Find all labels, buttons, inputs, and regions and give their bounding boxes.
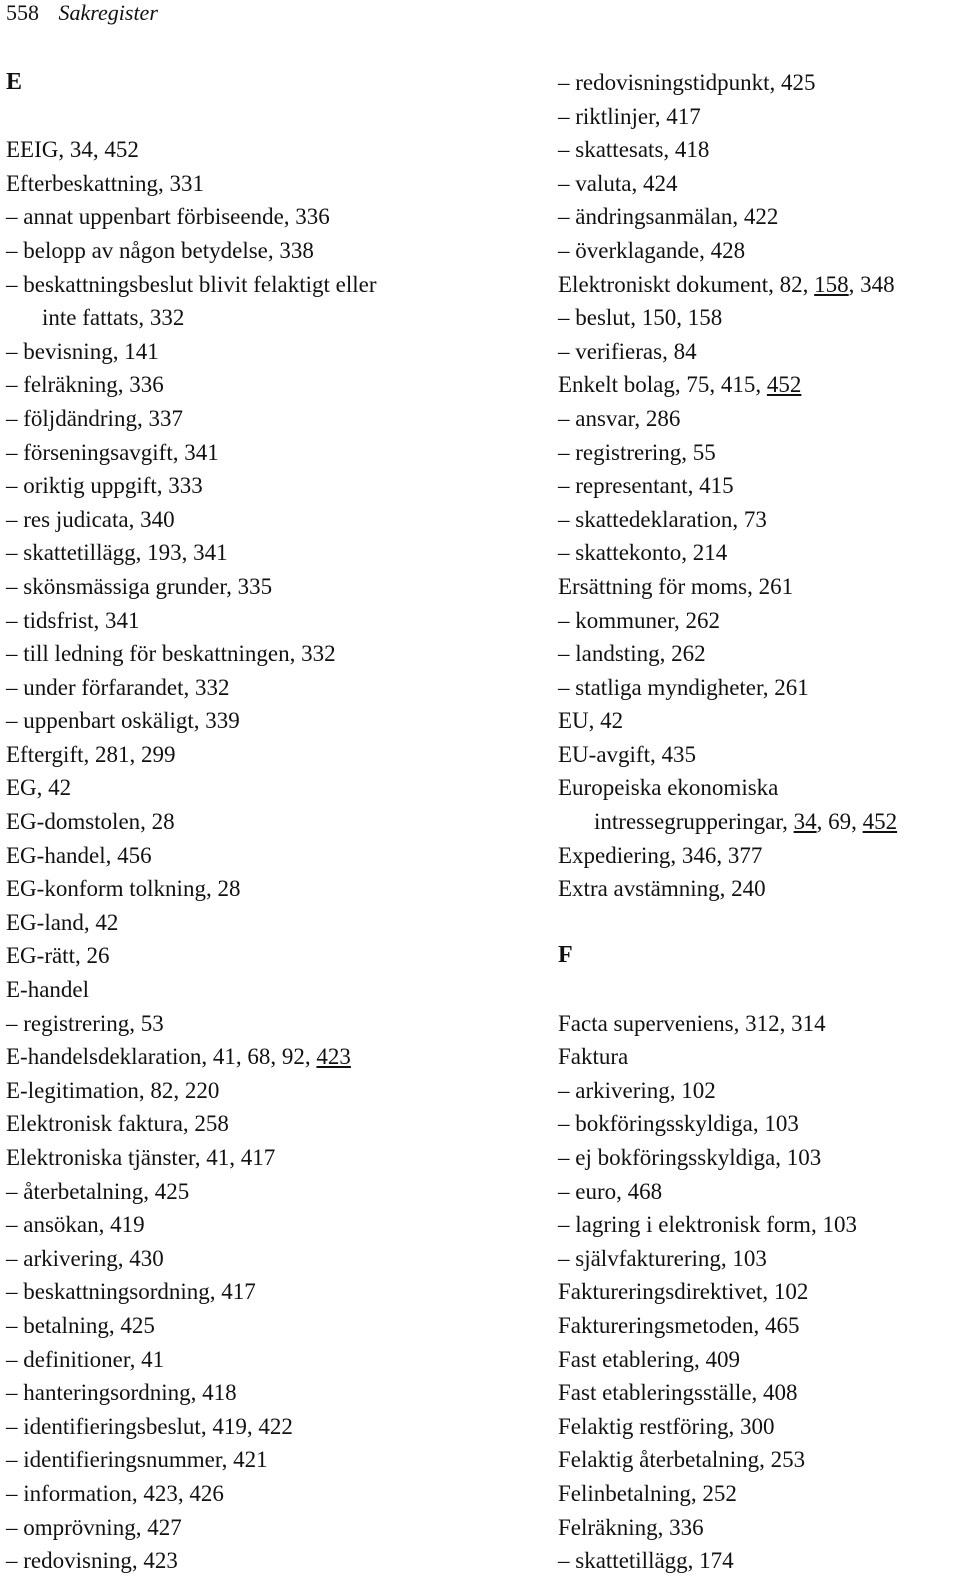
entry-text: – tidsfrist, 341 [6,607,140,633]
index-subentry [558,1141,960,1175]
entry-text: – ändringsanmälan, 422 [558,204,779,230]
entry-text: – euro, 468 [558,1178,663,1204]
index-subentry [6,268,466,302]
index-subentry [558,1175,960,1209]
index-entry [558,1007,960,1041]
running-title: Sakregister [58,0,158,25]
index-entry [558,1511,960,1545]
index-subentry [6,1242,466,1276]
entry-text: – följdändring, 337 [6,405,183,431]
entry-text: Elektroniskt dokument, 82, [558,271,815,297]
entry-text: – registrering, 55 [558,439,716,465]
index-entry [6,771,466,805]
entry-text: Facta superveniens, 312, 314 [558,1010,826,1036]
entry-text: – skattekonto, 214 [558,540,728,566]
index-subentry [6,671,466,705]
entry-text: – landsting, 262 [558,641,706,667]
entry-text: Extra avstämning, 240 [558,876,766,902]
index-entry [6,738,466,772]
page-ref-underlined: 452 [862,809,898,835]
entry-text: – självfakturering, 103 [558,1245,767,1271]
entry-text: – registrering, 53 [6,1010,164,1036]
index-entry [6,872,466,906]
index-subentry [6,1208,466,1242]
entry-text: – bokföringsskyldiga, 103 [558,1111,799,1137]
page-header [6,0,158,26]
index-entry [6,167,466,201]
index-subentry [6,570,466,604]
entry-text: – belopp av någon betydelse, 338 [6,237,314,263]
index-entry [6,1141,466,1175]
entry-text: – skattesats, 418 [558,137,710,163]
entry-text: – representant, 415 [558,473,734,499]
index-subentry [6,1511,466,1545]
entry-text: E-handel [6,977,90,1003]
index-entry [558,839,960,873]
index-entry [6,1107,466,1141]
entry-text: – kommuner, 262 [558,607,720,633]
entry-text: Faktureringsdirektivet, 102 [558,1279,809,1305]
index-entry [558,368,960,402]
entry-text: E-legitimation, 82, 220 [6,1077,220,1103]
entry-text: Fast etableringsställe, 408 [558,1380,798,1406]
index-subentry [6,335,466,369]
entry-text: Fast etablering, 409 [558,1346,741,1372]
entry-text: – redovisning, 423 [6,1548,178,1574]
index-subentry [6,1275,466,1309]
index-subentry [6,1175,466,1209]
entry-text: EEIG, 34, 452 [6,137,139,163]
page-number: 558 [6,0,39,25]
page-ref-underlined: 452 [766,372,802,398]
index-subentry [6,604,466,638]
entry-text: – definitioner, 41 [6,1346,165,1372]
index-subentry [558,1242,960,1276]
entry-text: Ersättning för moms, 261 [558,573,794,599]
entry-text: E [6,69,23,95]
index-subentry [558,1544,960,1578]
index-entry [6,906,466,940]
index-subentry [6,200,466,234]
index-entry [6,973,466,1007]
entry-text: EG-land, 42 [6,909,119,935]
entry-text: Europeiska ekonomiska [558,775,779,801]
index-entry [6,839,466,873]
index-subentry [6,1544,466,1578]
index-subentry [6,1443,466,1477]
section-letter [558,939,960,973]
entry-text: – beskattningsordning, 417 [6,1279,256,1305]
index-subentry [558,671,960,705]
entry-text: – arkivering, 430 [6,1245,164,1271]
index-subentry [558,133,960,167]
entry-text: Enkelt bolag, 75, 415, [558,372,767,398]
entry-text: – redovisningstidpunkt, 425 [558,70,816,95]
entry-text: – ansvar, 286 [558,405,681,431]
index-subentry [558,604,960,638]
index-entry [558,1410,960,1444]
page-ref-underlined: 423 [316,1044,351,1070]
entry-text: – oriktig uppgift, 333 [6,473,203,499]
index-entry [6,805,466,839]
entry-text: – valuta, 424 [558,170,678,196]
index-subentry [558,503,960,537]
index-entry [558,1275,960,1309]
index-entry [558,1309,960,1343]
entry-text: intressegrupperingar, [594,809,794,835]
index-subentry [6,402,466,436]
index-subentry [6,1410,466,1444]
page-ref-underlined: 158 [814,271,849,297]
entry-text: , 348 [848,271,895,297]
index-subentry [558,1074,960,1108]
entry-text: EG-domstolen, 28 [6,809,175,835]
index-entry-continuation [6,301,466,335]
index-subentry [558,301,960,335]
index-subentry [6,1343,466,1377]
entry-text: – förseningsavgift, 341 [6,439,219,465]
entry-text: F [558,942,573,969]
index-entry [558,1040,960,1074]
entry-text: Felinbetalning, 252 [558,1480,737,1506]
entry-text: – ansökan, 419 [6,1212,145,1238]
entry-text: – felräkning, 336 [6,372,164,398]
entry-text: – ej bokföringsskyldiga, 103 [558,1145,822,1170]
entry-text: Efterbeskattning, 331 [6,170,205,196]
index-subentry [558,66,960,100]
index-column-left [6,66,466,1578]
index-subentry [6,469,466,503]
index-entry [558,872,960,906]
entry-text: , 69, [816,809,863,835]
entry-text: Faktura [558,1044,629,1070]
index-entry [558,1376,960,1410]
entry-text: inte fattats, 332 [42,305,185,331]
entry-text: Felaktig återbetalning, 253 [558,1447,806,1473]
entry-text: – annat uppenbart förbiseende, 336 [6,204,330,230]
index-subentry [558,536,960,570]
page-ref-underlined: 34 [793,809,817,835]
entry-text: Expediering, 346, 377 [558,842,763,868]
index-entry [558,570,960,604]
entry-text: Felräkning, 336 [558,1514,704,1540]
index-subentry [6,1376,466,1410]
index-subentry [6,436,466,470]
index-subentry [6,1007,466,1041]
index-subentry [558,469,960,503]
index-entry [6,133,466,167]
index-subentry [558,167,960,201]
entry-text: – information, 423, 426 [6,1480,224,1506]
index-subentry [558,1107,960,1141]
entry-text: EU, 42 [558,708,624,734]
spacer [6,100,466,134]
entry-text: Eftergift, 281, 299 [6,741,176,767]
entry-text: E-handelsdeklaration, 41, 68, 92, [6,1044,317,1070]
index-subentry [6,1309,466,1343]
index-entry [558,1343,960,1377]
entry-text: – beslut, 150, 158 [558,305,723,331]
entry-text: – identifieringsbeslut, 419, 422 [6,1413,293,1439]
entry-text: Elektroniska tjänster, 41, 417 [6,1145,276,1170]
index-subentry [558,436,960,470]
entry-text: Elektronisk faktura, 258 [6,1111,229,1137]
entry-text: – överklagande, 428 [558,237,746,263]
entry-text: – statliga myndigheter, 261 [558,674,809,700]
index-subentry [558,200,960,234]
entry-text: – hanteringsordning, 418 [6,1380,237,1406]
entry-text: – skönsmässiga grunder, 335 [6,573,273,599]
index-entry-continuation [558,805,960,839]
entry-text: – verifieras, 84 [558,338,697,364]
entry-text: – res judicata, 340 [6,506,175,532]
entry-text: Faktureringsmetoden, 465 [558,1312,800,1338]
entry-text: – riktlinjer, 417 [558,103,701,129]
entry-text: – arkivering, 102 [558,1077,716,1103]
entry-text: Felaktig restföring, 300 [558,1413,775,1439]
entry-text: – uppenbart oskäligt, 339 [6,708,240,734]
section-letter [6,66,466,100]
entry-text: – återbetalning, 425 [6,1178,190,1204]
index-entry [6,1074,466,1108]
index-subentry [558,234,960,268]
index-entry [6,939,466,973]
entry-text: – betalning, 425 [6,1312,155,1338]
entry-text: – lagring i elektronisk form, 103 [558,1212,857,1238]
entry-text: EG-rätt, 26 [6,943,110,969]
index-entry [558,1477,960,1511]
index-entry [558,738,960,772]
entry-text: – bevisning, 141 [6,338,159,364]
index-subentry [6,1477,466,1511]
index-subentry [6,234,466,268]
index-subentry [558,1208,960,1242]
entry-text: EG-konform tolkning, 28 [6,876,241,902]
entry-text: – under förfarandet, 332 [6,674,230,700]
entry-text: – beskattningsbeslut blivit felaktigt eller [6,271,377,297]
entry-text: EU-avgift, 435 [558,741,696,767]
index-entry [6,1040,466,1074]
index-entry [558,704,960,738]
index-entry [558,771,960,805]
index-subentry [558,335,960,369]
entry-text: – skattetillägg, 174 [558,1548,734,1574]
index-subentry [6,503,466,537]
entry-text: EG, 42 [6,775,72,801]
index-entry [558,1443,960,1477]
index-subentry [558,402,960,436]
index-entry [558,268,960,302]
index-subentry [558,637,960,671]
index-subentry [558,100,960,134]
index-subentry [6,704,466,738]
spacer [558,906,960,940]
entry-text: – till ledning för beskattningen, 332 [6,641,336,667]
entry-text: – omprövning, 427 [6,1514,182,1540]
entry-text: – skattedeklaration, 73 [558,506,767,532]
index-subentry [6,536,466,570]
entry-text: – identifieringsnummer, 421 [6,1447,268,1473]
index-column-right [558,66,960,1578]
index-subentry [6,368,466,402]
index-subentry [6,637,466,671]
spacer [558,973,960,1007]
entry-text: EG-handel, 456 [6,842,152,868]
entry-text: – skattetillägg, 193, 341 [6,540,228,566]
